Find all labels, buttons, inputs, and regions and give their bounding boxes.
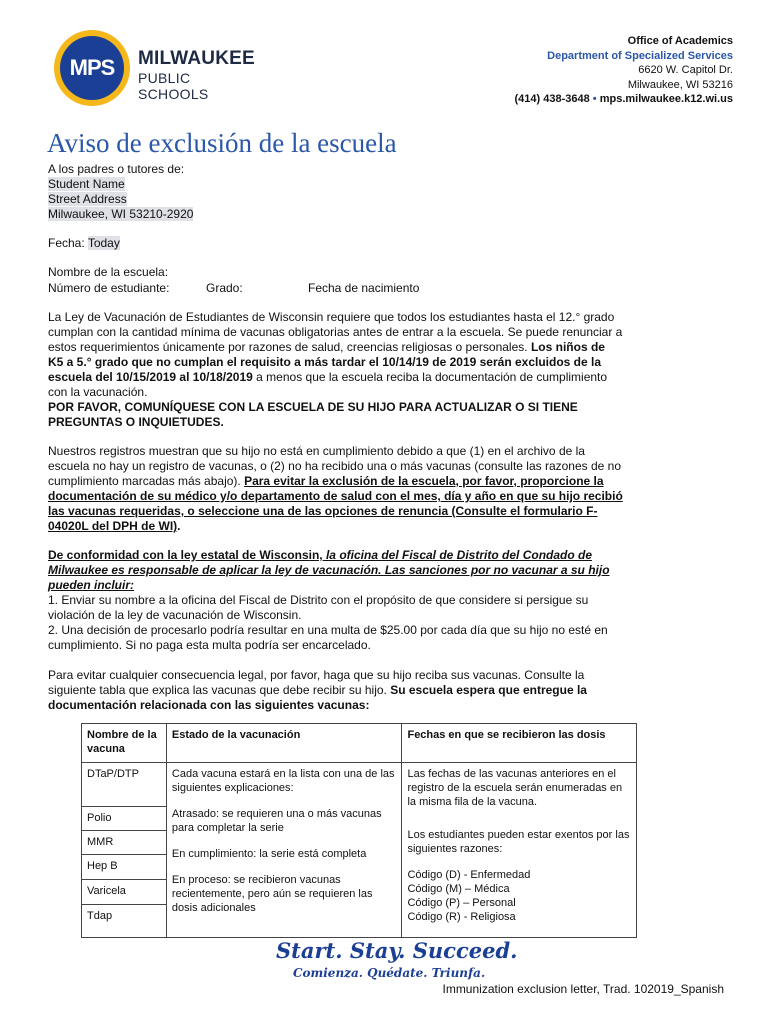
- law-paragraph: [48, 310, 623, 430]
- documentation-request: Su escuela espera que entregue la documentación relacionada con las siguientes vacunas:: [48, 683, 587, 712]
- bullet-separator: •: [592, 93, 597, 105]
- page-title: Aviso de exclusión de la escuela: [47, 128, 397, 158]
- sanction-item-1: 1. Enviar su nombre a la oficina del Fiscal de Distrito con el propósito de que considere si persigue su violación de la ley de vacunación de Wisconsin.: [48, 593, 589, 622]
- grade-label: Grado:: [206, 281, 243, 295]
- recipient-block: [48, 162, 623, 222]
- logo-subtitle: PUBLIC SCHOOLS: [138, 70, 209, 102]
- student-id-label: Número de estudiante:: [48, 281, 170, 295]
- vaccine-mmr: MMR: [82, 831, 166, 855]
- slogan-english: Start. Stay. Succeed.: [276, 938, 518, 963]
- law-text: La Ley de Vacunación de Estudiantes de Wisconsin requiere que todos los estudiantes hasta el 12.° grado cumplan con la cantidad mínima de vacunas obligatorias antes de entrar a la escuela. Se puede renunciar a estos requerimientos únicamente por razones de salud, creencias religiosas o personales.: [48, 310, 623, 354]
- status-cell: [166, 763, 402, 938]
- exclusion-dates-text: Los niños de K5 a 5.° grado que no cumplan el requisito a más tardar el 10/14/19 de 2019 serán excluidos de la escuela del 10/15/2019 al 10/18/2019: [48, 340, 605, 384]
- vaccine-cell: [82, 763, 167, 938]
- office-phone: (414) 438-3648: [514, 93, 590, 105]
- records-text: Nuestros registros muestran que su hijo no está en cumplimiento debido a que (1) en el archivo de la escuela no hay un registro de vacunas, o (2) no ha recibido una o más vacunas (consulte las razones de no cumplimiento marcadas más abajo).: [48, 444, 622, 488]
- office-website: mps.milwaukee.k12.wi.us: [599, 93, 733, 105]
- dates-note: Las fechas de las vacunas anteriores en el registro de la escuela serán enumeradas en la misma fila de la vacuna.: [407, 768, 623, 808]
- records-paragraph: Nuestros registros muestran que su hijo no está en cumplimiento debido a que (1) en el archivo de la escuela no hay un registro de vacunas, o (2) no ha recibido una o más vacunas (consulte las razones de no cumplimiento marcadas más abajo). Para evitar la exclusión de la escuela, por favor, proporcione la documentación de su médico y/o departamento de salud con el mes, día y año en que su hijo recibió las vacunas requeridas, o seleccione una de las opciones de renuncia (Consulte el formulario F-04020L del DPH de WI).: [48, 444, 623, 533]
- exemption-note: Los estudiantes pueden estar exentos por las siguientes razones:: [407, 829, 630, 855]
- office-name: Office of Academics: [627, 35, 733, 47]
- sanctions-paragraph: [48, 548, 623, 653]
- vaccine-tdap: Tdap: [87, 910, 113, 922]
- vaccine-hepb: Hep B: [82, 855, 166, 880]
- department-name: Department of Specialized Services: [547, 49, 733, 62]
- code-p: Código (P) – Personal: [407, 897, 516, 909]
- status-intro: Cada vacuna estará en la lista con una de las siguientes explicaciones:: [171, 768, 395, 794]
- vaccines-text: Para evitar cualquier consecuencia legal, por favor, haga que su hijo reciba sus vacunas. Consulte la siguiente tabla que explica las vacunas que debe recibir su hijo.: [48, 668, 585, 697]
- vaccine-varicela: Varicela: [82, 880, 166, 905]
- date-label: Fecha:: [48, 236, 85, 250]
- footer-doc-id: Immunization exclusion letter, Trad. 102019_Spanish: [442, 982, 724, 996]
- avoid-exclusion-instructions: Para evitar la exclusión de la escuela, por favor, proporcione la documentación de su médico y/o departamento de salud con el mes, día y año en que su hijo recibió las vacunas requeridas, o seleccione una de las opciones de renuncia (Consulte el formulario F-04020L del DPH de WI): [48, 474, 623, 533]
- student-name-field[interactable]: Student Name: [48, 177, 125, 191]
- logo-name: MILWAUKEE: [138, 48, 255, 69]
- header-status: Estado de la vacunación: [166, 724, 402, 763]
- table-row: [82, 763, 637, 938]
- status-in-progress: En proceso: se recibieron vacunas recientemente, pero aún se requieren las dosis adicionales: [171, 874, 373, 914]
- street-address-field[interactable]: Street Address: [48, 192, 127, 206]
- sanctions-lead: De conformidad con la ley estatal de Wisconsin,: [48, 548, 323, 562]
- recipient-intro: A los padres o tutores de:: [48, 162, 185, 176]
- code-m: Código (M) – Médica: [407, 883, 510, 895]
- status-overdue: Atrasado: se requieren una o más vacunas para completar la serie: [171, 808, 382, 834]
- vaccine-dtap: DTaP/DTP: [82, 763, 166, 807]
- office-street: 6620 W. Capitol Dr.: [638, 64, 733, 76]
- header-vaccine-name: Nombre de la vacuna: [82, 724, 167, 763]
- dates-cell: [402, 763, 637, 938]
- office-city: Milwaukee, WI 53216: [627, 78, 733, 91]
- date-row: [48, 236, 120, 250]
- code-r: Código (R) - Religiosa: [407, 911, 516, 923]
- date-field[interactable]: Today: [87, 236, 120, 250]
- header-dates: Fechas en que se recibieron las dosis: [402, 724, 637, 763]
- sanctions-italic: la oficina del Fiscal de Distrito del Condado de Milwaukee es responsable de aplicar la ley de vacunación. Las sanciones por no vacunar a su hijo pueden incluir:: [48, 548, 610, 592]
- school-name-label: Nombre de la escuela:: [48, 265, 169, 279]
- vaccine-polio: Polio: [82, 807, 166, 831]
- sanction-item-2: 2. Una decisión de procesarlo podría resultar en una multa de $25.00 por cada día que su hijo no esté en cumplimiento. Si no paga esta multa podría ser encarcelado.: [48, 623, 608, 652]
- mps-logo: [54, 30, 254, 110]
- office-contact: [514, 92, 733, 107]
- vaccination-table: [81, 723, 637, 938]
- contact-school-notice: POR FAVOR, COMUNÍQUESE CON LA ESCUELA DE SU HIJO PARA ACTUALIZAR O SI TIENE PREGUNTAS O INQUIETUDES.: [48, 400, 578, 429]
- status-complete: En cumplimiento: la serie está completa: [171, 848, 367, 860]
- office-address-block: [514, 34, 733, 107]
- slogan-spanish: Comienza. Quédate. Triunfa.: [293, 966, 486, 980]
- logo-mark: MPS: [60, 36, 124, 100]
- vaccines-paragraph: [48, 668, 623, 713]
- table-header-row: [82, 724, 637, 763]
- dob-label: Fecha de nacimiento: [308, 281, 420, 295]
- city-field[interactable]: Milwaukee, WI 53210-2920: [48, 207, 194, 221]
- code-d: Código (D) - Enfermedad: [407, 869, 531, 881]
- law-text-rest: a menos que la escuela reciba la documentación de cumplimiento con la vacunación.: [48, 370, 608, 399]
